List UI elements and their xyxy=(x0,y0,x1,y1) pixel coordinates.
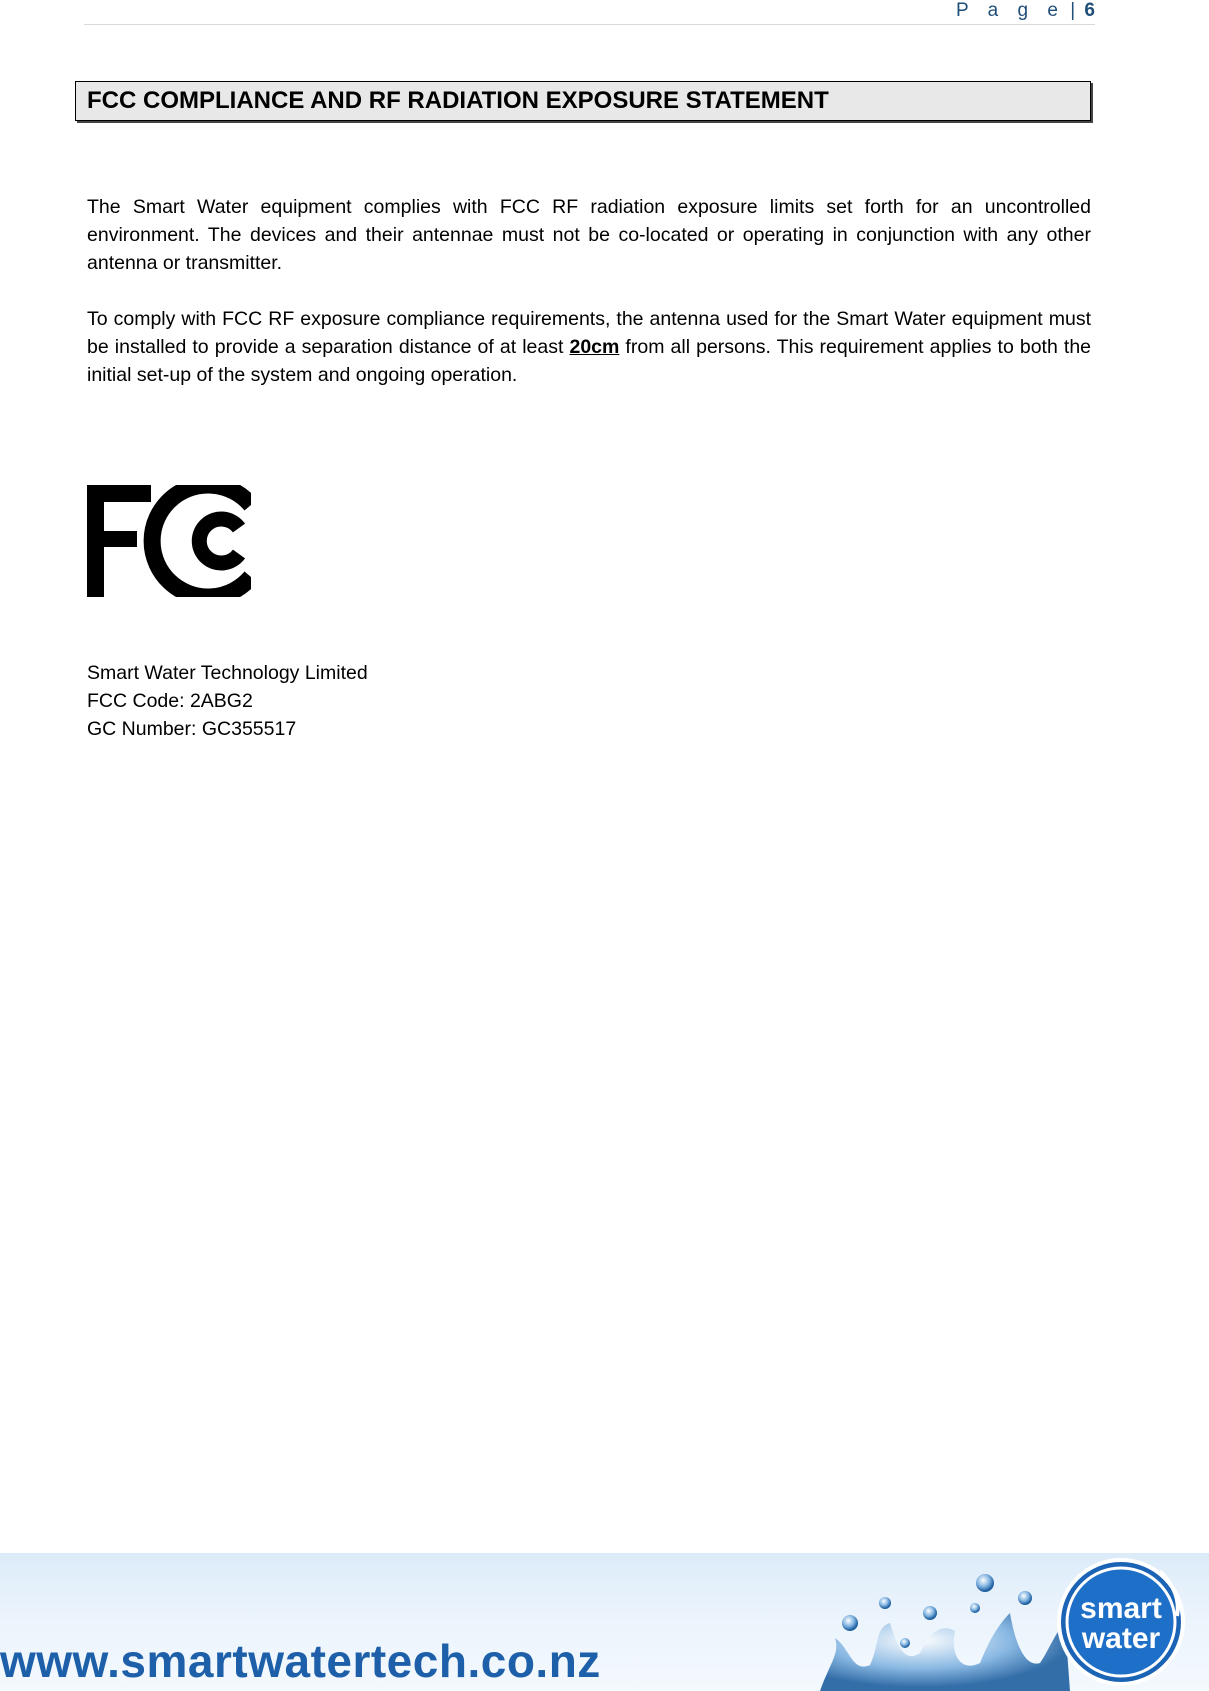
separation-distance-value: 20cm xyxy=(569,336,620,358)
svg-text:smart: smart xyxy=(1080,1592,1162,1625)
page-number xyxy=(956,0,1095,22)
gc-number: GC Number: GC355517 xyxy=(87,718,297,740)
page-word: P a g e xyxy=(956,0,1065,21)
paragraph-text-after: from all persons. This requirement applies to both the initial set-up of the system and ongoing operation. xyxy=(87,336,1092,386)
svg-text:water: water xyxy=(1081,1622,1161,1655)
fcc-code: FCC Code: 2ABG2 xyxy=(87,690,253,712)
page-header xyxy=(84,0,1095,25)
smart-water-logo xyxy=(1055,1556,1187,1688)
page-number-value: 6 xyxy=(1084,0,1095,21)
footer-banner xyxy=(0,1553,1209,1691)
page-separator: | xyxy=(1070,0,1076,21)
exposure-statement-paragraph: The Smart Water equipment complies with FCC RF radiation exposure limits set forth for an uncontrolled environment. The devices and their antennae must not be co-located or operating in conjunction with any other antenna or transmitter. xyxy=(87,196,1091,274)
footer-website-url[interactable]: www.smartwatertech.co.nz xyxy=(0,1635,601,1687)
section-title: FCC COMPLIANCE AND RF RADIATION EXPOSURE STATEMENT xyxy=(75,81,1091,121)
paragraph-text-before: To comply with FCC RF exposure compliance requirements, the antenna used for the Smart Water equipment must be installed to provide a separation distance of at least xyxy=(87,308,1091,358)
fcc-logo xyxy=(87,485,251,597)
company-info xyxy=(87,659,368,743)
separation-distance-paragraph xyxy=(87,305,1091,389)
company-name: Smart Water Technology Limited xyxy=(87,662,368,684)
water-splash-image xyxy=(780,1553,1070,1691)
